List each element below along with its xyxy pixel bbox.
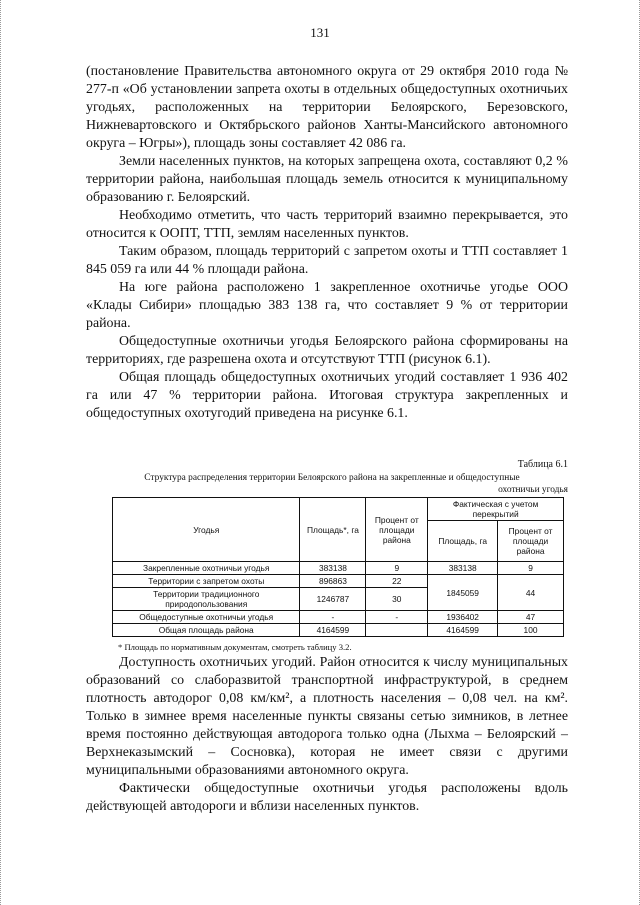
header-actual-area: Площадь, га xyxy=(428,521,498,562)
table-row xyxy=(113,562,564,575)
row-area: - xyxy=(300,611,366,624)
scan-right-edge xyxy=(636,0,640,905)
body-text-top xyxy=(86,63,568,423)
paragraph: Фактически общедоступные охотничьи угодья расположены вдоль действующей автодороги и вблизи населенных пунктов. xyxy=(86,781,568,814)
table-number: Таблица 6.1 xyxy=(517,459,568,470)
paragraph: На юге района расположено 1 закрепленное охотничье угодье ООО «Клады Сибири» площадью 383 138 га, что составляет 9 % от территории района. xyxy=(86,280,568,331)
table-title-tail: охотничьи угодья xyxy=(498,485,568,495)
row-actual-area: 4164599 xyxy=(428,624,498,637)
row-actual-area: 1936402 xyxy=(428,611,498,624)
row-name: Территории традиционного природопользования xyxy=(113,588,300,611)
row-percent: - xyxy=(366,611,428,624)
paragraph: Земли населенных пунктов, на которых запрещена охота, составляют 0,2 % территории района, наибольшая площадь земель относится к муниципальному образованию г. Белоярский. xyxy=(86,154,568,205)
row-percent xyxy=(366,624,428,637)
row-name: Территории с запретом охоты xyxy=(113,575,300,588)
table-row xyxy=(113,575,564,588)
row-area: 896863 xyxy=(300,575,366,588)
table-header-row xyxy=(113,498,564,521)
row-actual-percent: 100 xyxy=(498,624,564,637)
row-area: 383138 xyxy=(300,562,366,575)
distribution-table xyxy=(112,497,564,637)
paragraph: Общая площадь общедоступных охотничьих угодий составляет 1 936 402 га или 47 % территории района. Итоговая структура закрепленных и общедоступных охотугодий приведена на рисунке 6.1. xyxy=(86,370,568,421)
paragraph: Доступность охотничьих угодий. Район относится к числу муниципальных образований со слаборазвитой транспортной инфраструктурой, в среднем плотность автодорог 0,08 км/км², а плотность населения – 0,08 чел. на км². Только в зимнее время населенные пункты связаны сетью зимников, в летнее время постоянно действующая автодорога только одна (Лыхма – Белоярский – Верхнеказымский – Сосновка), которая не имеет связи с другими муниципальными образованиями автономного округа. xyxy=(86,655,568,778)
row-percent: 9 xyxy=(366,562,428,575)
page-number: 131 xyxy=(310,25,330,40)
header-actual-percent: Процент от площади района xyxy=(498,521,564,562)
header-percent: Процент от площади района xyxy=(366,498,428,562)
row-actual-area: 383138 xyxy=(428,562,498,575)
table-title: Структура распределения территории Белоярского района на закрепленные и общедоступные xyxy=(144,472,520,483)
scan-left-edge xyxy=(0,0,4,905)
body-text-bottom xyxy=(86,654,568,816)
merged-actual-percent: 44 xyxy=(498,575,564,611)
table-footnote: * Площадь по нормативным документам, смотреть таблицу 3.2. xyxy=(118,642,352,652)
header-area: Площадь*, га xyxy=(300,498,366,562)
merged-actual-area: 1845059 xyxy=(428,575,498,611)
row-name: Закрепленные охотничьи угодья xyxy=(113,562,300,575)
paragraph: Необходимо отметить, что часть территорий взаимно перекрывается, это относится к ООПТ, ТТП, землям населенных пунктов. xyxy=(86,208,568,241)
header-actual: Фактическая с учетом перекрытий xyxy=(428,498,564,521)
row-area: 4164599 xyxy=(300,624,366,637)
table-caption xyxy=(96,459,568,497)
row-area: 1246787 xyxy=(300,588,366,611)
row-actual-percent: 47 xyxy=(498,611,564,624)
row-actual-percent: 9 xyxy=(498,562,564,575)
row-percent: 22 xyxy=(366,575,428,588)
paragraph: Общедоступные охотничьи угодья Белоярского района сформированы на территориях, где разрешена охота и отсутствуют ТТП (рисунок 6.1). xyxy=(86,334,568,367)
table-row xyxy=(113,611,564,624)
paragraph: Таким образом, площадь территорий с запретом охоты и ТТП составляет 1 845 059 га или 44 % площади района. xyxy=(86,244,568,277)
row-percent: 30 xyxy=(366,588,428,611)
table-row xyxy=(113,624,564,637)
header-lands: Угодья xyxy=(113,498,300,562)
row-name: Общая площадь района xyxy=(113,624,300,637)
paragraph: (постановление Правительства автономного округа от 29 октября 2010 года № 277-п «Об установлении запрета охоты в отдельных общедоступных охотничьих угодьях, расположенных на территории Белоярского, Березовского, Нижневартовского и Октябрьского районов Ханты-Мансийского автономного округа – Югры»), площадь зоны составляет 42 086 га. xyxy=(86,64,568,151)
row-name: Общедоступные охотничьи угодья xyxy=(113,611,300,624)
